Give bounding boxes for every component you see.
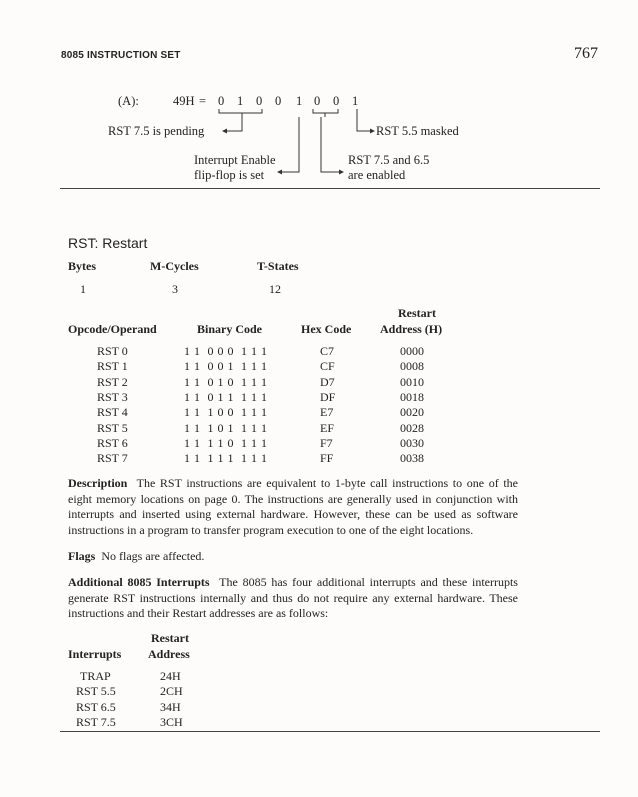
address-cell: 0018 xyxy=(400,389,424,404)
restart-header-line2: Address (H) xyxy=(380,322,443,336)
equals-sign: = xyxy=(199,94,207,108)
annotation-rst75-pending: RST 7.5 is pending xyxy=(108,124,205,138)
hex-cell: DF xyxy=(320,389,336,404)
bit-5: 0 xyxy=(256,94,263,108)
hex-cell: F7 xyxy=(320,435,333,450)
binary-cell: 1 1 0 0 0 1 1 1 xyxy=(184,344,268,358)
opcode-cell: RST 3 xyxy=(97,389,128,404)
interrupt-address-cell: 34H xyxy=(160,699,181,714)
address-cell: 0030 xyxy=(400,435,424,450)
interrupt-name-cell: RST 7.5 xyxy=(76,714,116,729)
address-cell: 0028 xyxy=(400,420,424,435)
binary-cell: 1 1 1 0 1 1 1 1 xyxy=(184,420,268,435)
bit-0: 1 xyxy=(352,94,359,108)
address-cell: 0010 xyxy=(400,374,424,389)
interrupt-name-cell: RST 6.5 xyxy=(76,699,116,714)
opcode-cell: RST 0 xyxy=(97,344,128,358)
divider-bottom xyxy=(60,731,600,732)
binary-cell: 1 1 0 1 1 1 1 1 xyxy=(184,389,268,404)
description-label: Description xyxy=(68,476,128,490)
bit-7: 0 xyxy=(218,94,225,108)
restart-address-header-line2: Address xyxy=(148,647,190,661)
bit-4: 0 xyxy=(275,94,282,108)
interrupt-name-cell: RST 5.5 xyxy=(76,684,116,699)
bit-1: 0 xyxy=(333,94,340,108)
hex-cell: CF xyxy=(320,359,335,374)
register-label: (A): xyxy=(118,94,139,108)
hex-header: Hex Code xyxy=(301,322,352,336)
annotation-rst75-65-line2: are enabled xyxy=(348,168,406,182)
interrupts-header: Interrupts xyxy=(68,647,122,661)
interrupt-address-cell: 24H xyxy=(160,669,181,683)
divider-top xyxy=(60,188,600,189)
bit-6: 1 xyxy=(237,94,244,108)
hex-cell: EF xyxy=(320,420,335,435)
restart-address-header-line1: Restart xyxy=(151,631,189,645)
binary-cell: 1 1 0 0 1 1 1 1 xyxy=(184,359,268,374)
annotation-rst55-masked: RST 5.5 masked xyxy=(376,124,459,138)
opcode-cell: RST 6 xyxy=(97,435,128,450)
tstates-value: 12 xyxy=(269,282,281,296)
description-paragraph xyxy=(68,476,518,538)
bytes-header: Bytes xyxy=(68,259,96,273)
annotation-ie-line1: Interrupt Enable xyxy=(194,153,276,167)
flags-text: No flags are affected. xyxy=(101,549,205,563)
hex-cell: D7 xyxy=(320,374,335,389)
page-number: 767 xyxy=(574,45,598,62)
hex-cell: C7 xyxy=(320,344,335,358)
additional-paragraph xyxy=(68,575,518,622)
address-cell: 0000 xyxy=(400,344,424,358)
section-title: RST: Restart xyxy=(68,235,148,251)
mcycles-value: 3 xyxy=(172,282,178,296)
address-cell: 0038 xyxy=(400,451,424,466)
running-header: 8085 INSTRUCTION SET xyxy=(61,50,181,61)
opcode-cell: RST 7 xyxy=(97,451,128,466)
binary-cell: 1 1 1 0 0 1 1 1 xyxy=(184,405,268,420)
binary-cell: 1 1 1 1 1 1 1 1 xyxy=(184,451,268,466)
flags-paragraph xyxy=(68,549,518,565)
mcycles-header: M-Cycles xyxy=(150,259,199,273)
hex-cell: E7 xyxy=(320,405,334,420)
annotation-ie-line2: flip-flop is set xyxy=(194,168,265,182)
opcode-cell: RST 1 xyxy=(97,359,128,374)
binary-cell: 1 1 0 1 0 1 1 1 xyxy=(184,374,268,389)
opcode-header: Opcode/Operand xyxy=(68,322,157,336)
description-text: The RST instructions are equivalent to 1-byte call instructions to one of the eight memory locations on page 0. The instructions are generally used in conjunction with interrupts and inserted using external hardware. However, these can be used as software instructions in a program to transfer program execution to one of the eight locations. xyxy=(68,476,518,537)
additional-label: Additional 8085 Interrupts xyxy=(68,575,210,589)
binary-cell: 1 1 1 1 0 1 1 1 xyxy=(184,435,268,450)
bit-2: 0 xyxy=(314,94,321,108)
annotation-rst75-65-line1: RST 7.5 and 6.5 xyxy=(348,153,430,167)
opcode-cell: RST 4 xyxy=(97,405,128,420)
bytes-value: 1 xyxy=(80,282,86,296)
hex-cell: FF xyxy=(320,451,334,466)
address-cell: 0020 xyxy=(400,405,424,420)
binary-header: Binary Code xyxy=(197,322,263,336)
opcode-cell: RST 2 xyxy=(97,374,128,389)
register-value: 49H xyxy=(173,94,195,108)
additional-text: The 8085 has four additional interrupts and these interrupts generate RST instructions internally and thus do not require any external hardware. These instructions and their Restart addresses are as follows: xyxy=(68,575,518,620)
interrupt-address-cell: 2CH xyxy=(160,684,183,699)
restart-header-line1: Restart xyxy=(398,306,436,320)
interrupt-address-cell: 3CH xyxy=(160,714,183,729)
interrupt-name-cell: TRAP xyxy=(80,669,111,683)
flags-label: Flags xyxy=(68,549,96,563)
tstates-header: T-States xyxy=(257,259,299,273)
address-cell: 0008 xyxy=(400,359,424,374)
bit-3: 1 xyxy=(296,94,303,108)
opcode-cell: RST 5 xyxy=(97,420,128,435)
